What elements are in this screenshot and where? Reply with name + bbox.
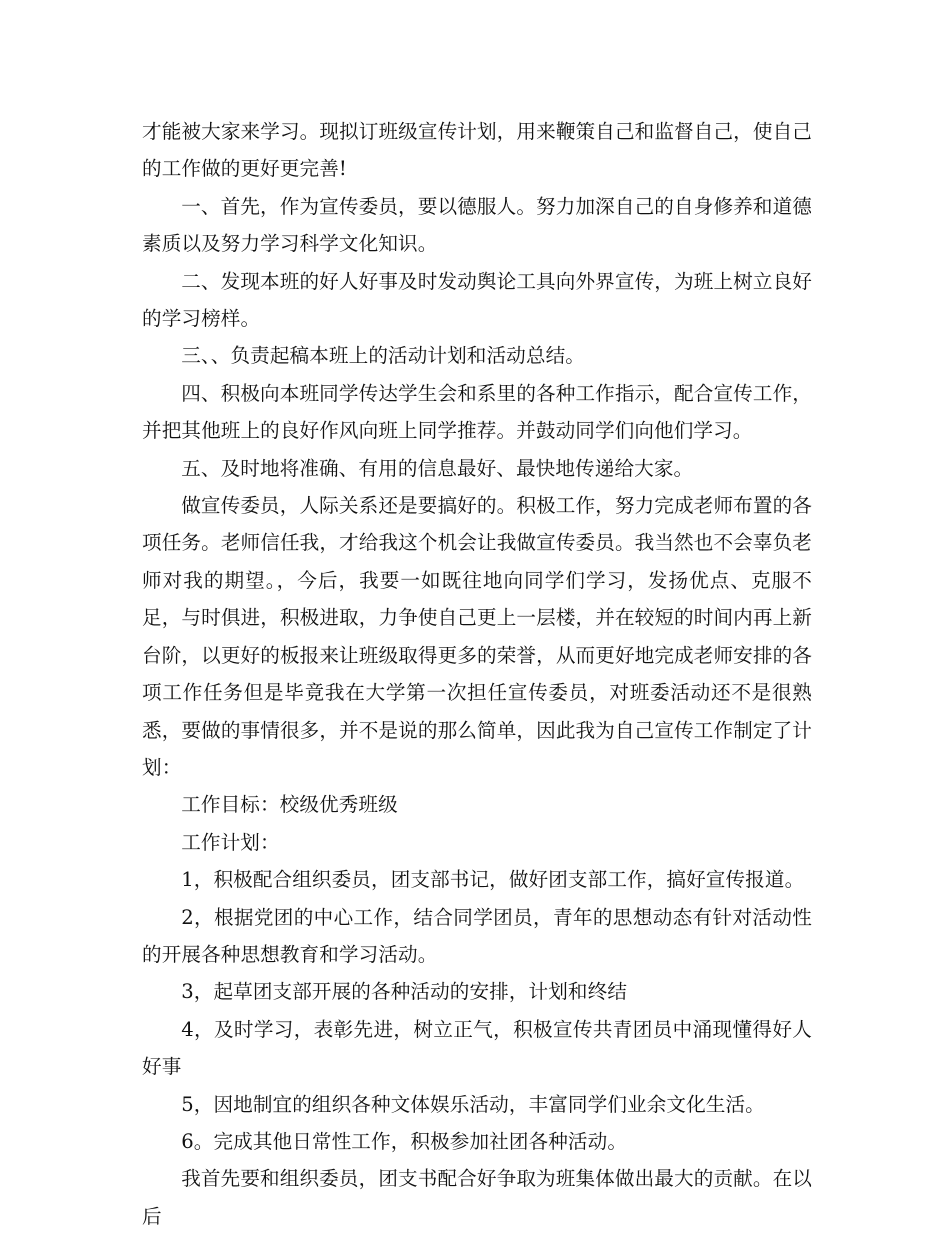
paragraph-plan-item-5: 5，因地制宜的组织各种文体娱乐活动，丰富同学们业余文化生活。: [181, 1092, 765, 1116]
paragraph-point-two: 二、发现本班的好人好事及时发动舆论工具向外界宣传，为班上树立良好的学习榜样。: [142, 269, 812, 331]
paragraph-work-goal: 工作目标：校级优秀班级: [181, 793, 398, 817]
document-body: [142, 113, 812, 1235]
paragraph-point-three: 三、、负责起稿本班上的活动计划和活动总结。: [181, 344, 585, 368]
paragraph-reflection: 做宣传委员，人际关系还是要搞好的。积极工作，努力完成老师布置的各项任务。老师信任我，才给我这个机会让我做宣传委员。我当然也不会辜负老师对我的期望。，今后，我要一如既往地向同学们学习，发扬优点、克服不足，与时俱进，积极进取，力争使自己更上一层楼，并在较短的时间内再上新台阶，以更好的板报来让班级取得更多的荣誉，从而更好地完成老师安排的各项工作任务但是毕竟我在大学第一次担任宣传委员，对班委活动还不是很熟悉，要做的事情很多，并不是说的那么简单，因此我为自己宣传工作制定了计划：: [142, 494, 812, 779]
paragraph-point-one: 一、首先，作为宣传委员，要以德服人。努力加深自己的自身修养和道德素质以及努力学习科学文化知识。: [142, 194, 812, 256]
paragraph-point-four: 四、积极向本班同学传达学生会和系里的各种工作指示，配合宣传工作，并把其他班上的良好作风向班上同学推荐。并鼓动同学们向他们学习。: [142, 381, 812, 443]
paragraph-work-plan-heading: 工作计划：: [181, 830, 280, 854]
paragraph-plan-item-6: 6。完成其他日常性工作，积极参加社团各种活动。: [181, 1129, 628, 1153]
paragraph-point-five: 五、及时地将准确、有用的信息最好、最快地传递给大家。: [181, 456, 694, 480]
paragraph-plan-item-3: 3，起草团支部开展的各种活动的安排，计划和终结: [181, 980, 628, 1004]
paragraph-plan-item-4: 4，及时学习，表彰先进，树立正气，积极宣传共青团员中涌现懂得好人好事: [142, 1017, 812, 1079]
paragraph-closing: 我首先要和组织委员，团支书配合好争取为班集体做出最大的贡献。在以后: [142, 1167, 812, 1228]
paragraph-intro-continued: 才能被大家来学习。现拟订班级宣传计划，用来鞭策自己和监督自己，使自己的工作做的更好更完善!: [142, 120, 812, 181]
paragraph-plan-item-1: 1，积极配合组织委员，团支部书记，做好团支部工作，搞好宣传报道。: [181, 868, 805, 892]
paragraph-plan-item-2: 2，根据党团的中心工作，结合同学团员，青年的思想动态有针对活动性的开展各种思想教育和学习活动。: [142, 905, 812, 966]
